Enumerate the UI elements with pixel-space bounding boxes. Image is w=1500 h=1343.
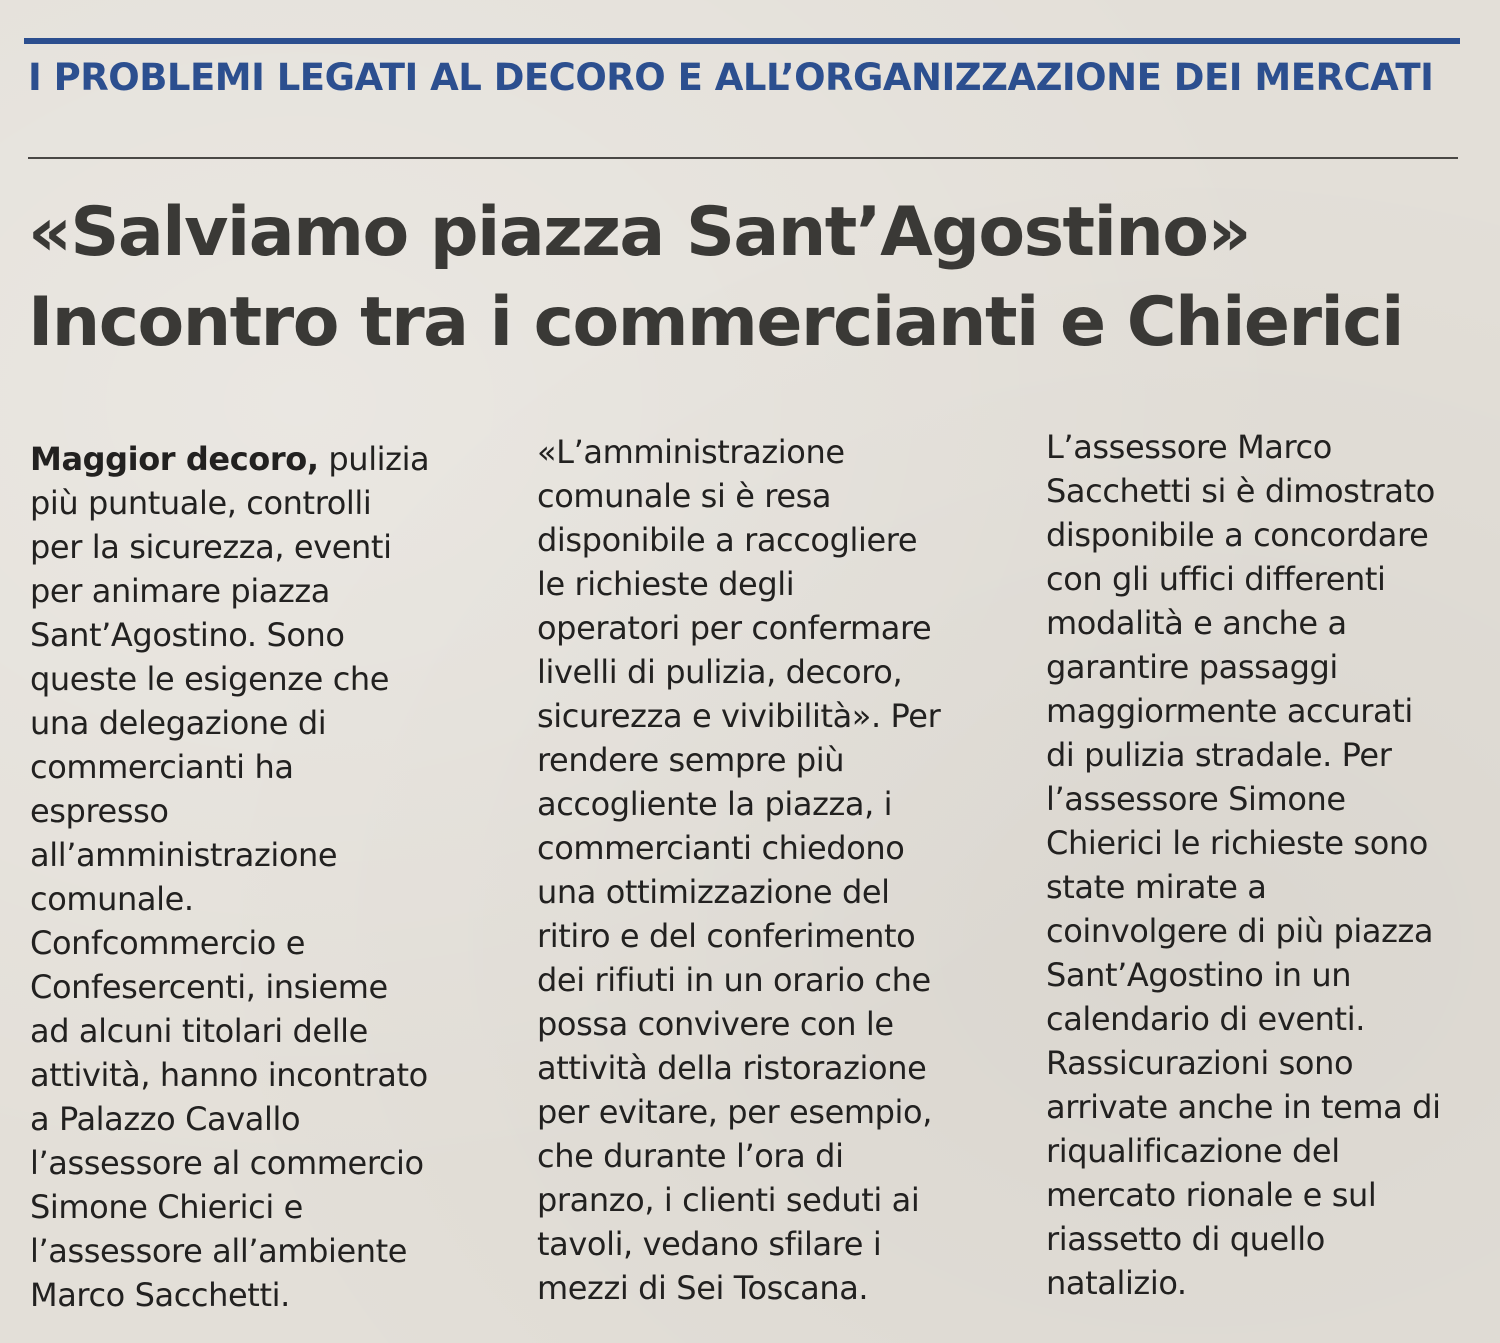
article-line: con gli uffici differenti xyxy=(1046,560,1386,598)
article-line: possa convivere con le xyxy=(537,1005,894,1043)
article-line: arrivate anche in tema di xyxy=(1046,1088,1441,1126)
article-line: espresso xyxy=(30,792,169,830)
article-line: che durante l’ora di xyxy=(537,1137,844,1175)
article-line: disponibile a raccogliere xyxy=(537,521,918,559)
article-line: per la sicurezza, eventi xyxy=(30,528,392,566)
article-line: attività, hanno incontrato xyxy=(30,1056,428,1094)
article-line: per evitare, per esempio, xyxy=(537,1093,932,1131)
article-line: queste le esigenze che xyxy=(30,660,390,698)
article-line: all’amministrazione xyxy=(30,836,338,874)
article-line xyxy=(30,437,429,481)
article-line: Marco Sacchetti. xyxy=(30,1276,290,1314)
article-line: natalizio. xyxy=(1046,1264,1187,1302)
article-line: Confesercenti, insieme xyxy=(30,968,388,1006)
article-line: riqualificazione del xyxy=(1046,1132,1340,1170)
article-line: comunale si è resa xyxy=(537,477,832,515)
headline xyxy=(28,188,1468,368)
article-line: maggiormente accurati xyxy=(1046,692,1413,730)
article-lead: Maggior decoro, xyxy=(30,440,319,478)
article-column-1 xyxy=(30,437,429,1317)
article-line: Sant’Agostino. Sono xyxy=(30,616,345,654)
article-line: mercato rionale e sul xyxy=(1046,1176,1377,1214)
article-line: commercianti ha xyxy=(30,748,294,786)
article-line: calendario di eventi. xyxy=(1046,1000,1365,1038)
headline-line-2: Incontro tra i commercianti e Chierici xyxy=(28,283,1403,362)
article-line: tavoli, vedano sfilare i xyxy=(537,1225,882,1263)
article-line: L’assessore Marco xyxy=(1046,428,1332,466)
article-line: per animare piazza xyxy=(30,572,331,610)
article-line: l’assessore all’ambiente xyxy=(30,1232,408,1270)
article-line: coinvolgere di più piazza xyxy=(1046,912,1434,950)
article-line: più puntuale, controlli xyxy=(30,484,372,522)
kicker: I PROBLEMI LEGATI AL DECORO E ALL’ORGANIZZAZIONE DEI MERCATI xyxy=(28,56,1434,99)
article-line: una delegazione di xyxy=(30,704,327,742)
article-line: Rassicurazioni sono xyxy=(1046,1044,1354,1082)
article-line: comunale. xyxy=(30,880,194,918)
article-line: commercianti chiedono xyxy=(537,829,905,867)
article-line: garantire passaggi xyxy=(1046,648,1338,686)
article-line: di pulizia stradale. Per xyxy=(1046,736,1392,774)
article-line: disponibile a concordare xyxy=(1046,516,1429,554)
article-line: l’assessore Simone xyxy=(1046,780,1346,818)
article-line: modalità e anche a xyxy=(1046,604,1347,642)
article-line: ad alcuni titolari delle xyxy=(30,1012,368,1050)
article-line: mezzi di Sei Toscana. xyxy=(537,1269,869,1307)
article-column-2 xyxy=(537,430,940,1310)
article-line: Sacchetti si è dimostrato xyxy=(1046,472,1435,510)
article-line: Simone Chierici e xyxy=(30,1188,303,1226)
article-line: «L’amministrazione xyxy=(537,433,845,471)
top-accent-rule xyxy=(24,38,1460,44)
article-line: Chierici le richieste sono xyxy=(1046,824,1428,862)
article-column-3 xyxy=(1046,425,1441,1305)
article-line: attività della ristorazione xyxy=(537,1049,927,1087)
headline-line-1: «Salviamo piazza Sant’Agostino» xyxy=(28,193,1250,272)
article-line: state mirate a xyxy=(1046,868,1267,906)
article-line: ritiro e del conferimento xyxy=(537,917,916,955)
article-line: rendere sempre più xyxy=(537,741,845,779)
article-line: una ottimizzazione del xyxy=(537,873,890,911)
article-line: l’assessore al commercio xyxy=(30,1144,424,1182)
article-line: Confcommercio e xyxy=(30,924,306,962)
article-line-text: pulizia xyxy=(318,440,430,478)
section-divider xyxy=(28,157,1458,159)
article-line: livelli di pulizia, decoro, xyxy=(537,653,903,691)
article-line: le richieste degli xyxy=(537,565,795,603)
article-line: a Palazzo Cavallo xyxy=(30,1100,301,1138)
article-line: accogliente la piazza, i xyxy=(537,785,893,823)
article-line: pranzo, i clienti seduti ai xyxy=(537,1181,920,1219)
article-line: dei rifiuti in un orario che xyxy=(537,961,931,999)
article-line: operatori per confermare xyxy=(537,609,932,647)
article-line: Sant’Agostino in un xyxy=(1046,956,1352,994)
article-line: riassetto di quello xyxy=(1046,1220,1325,1258)
article-line: sicurezza e vivibilità». Per xyxy=(537,697,941,735)
